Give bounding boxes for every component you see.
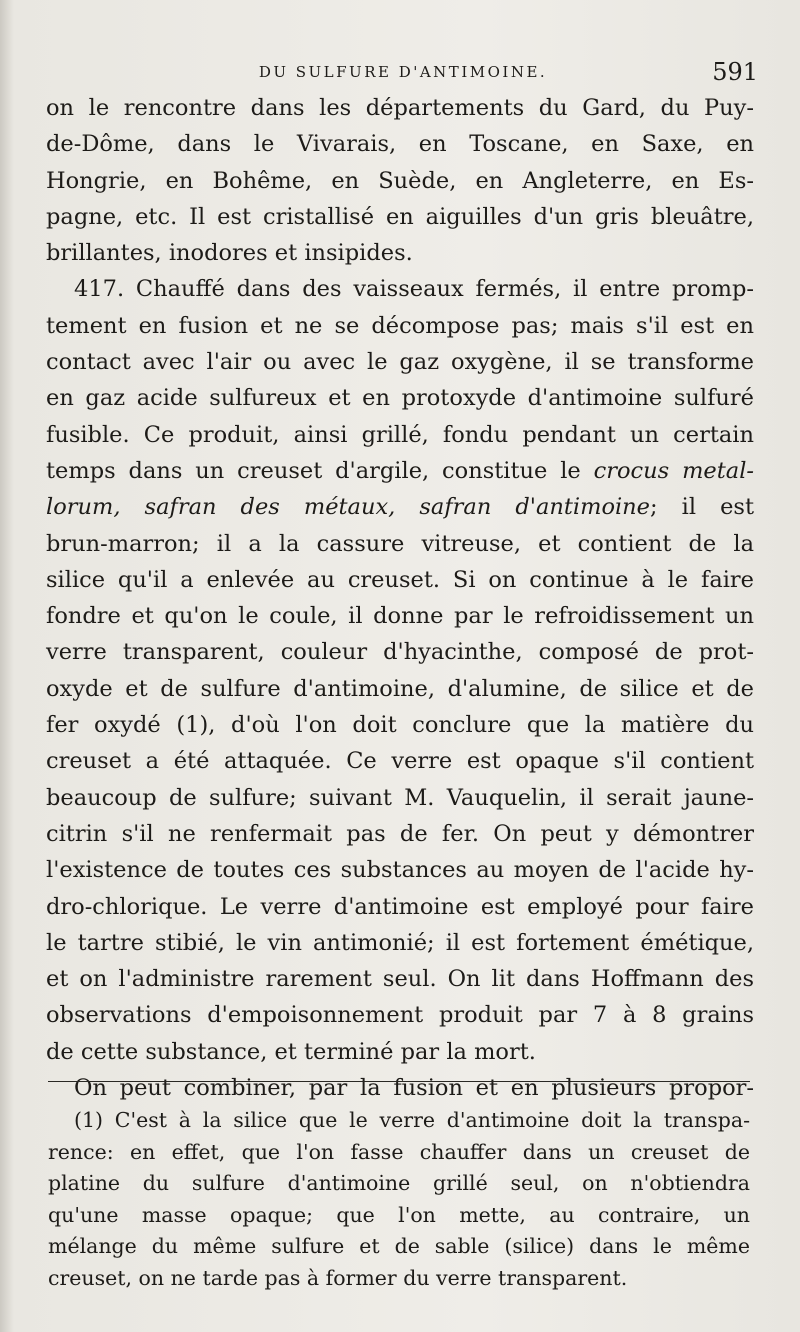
text-line: observations d'empoisonnement produit par 7 à 8 grains (46, 1002, 754, 1029)
text-line: l'existence de toutes ces substances au moyen de l'acide hy- (46, 857, 754, 884)
text-line: on le rencontre dans les départements du Gard, du Puy- (46, 95, 754, 121)
text-line: et on l'administre rarement seul. On lit dans Hoffmann des (46, 966, 754, 993)
text-line: beaucoup de sulfure; suivant M. Vauquelin, il serait jaune- (46, 784, 754, 811)
paragraph-417-start: 417. Chauffé dans des vaisseaux fermés, il entre promp- (74, 276, 754, 303)
text-line: de-Dôme, dans le Vivarais, en Toscane, en Saxe, en (46, 131, 754, 158)
italic-term: crocus metal- (593, 457, 754, 484)
text-line: verre transparent, couleur d'hyacinthe, composé de prot- (46, 639, 754, 666)
text-line: pagne, etc. Il est cristallisé en aiguilles d'un gris bleuâtre, (46, 203, 754, 230)
text-line: silice qu'il a enlevée au creuset. Si on continue à le faire (46, 566, 754, 593)
running-title: DU SULFURE D'ANTIMOINE. (258, 63, 548, 81)
text-line: oxyde et de sulfure d'antimoine, d'alumine, de silice et de (46, 675, 754, 702)
italic-term: lorum, safran des métaux, safran d'antimoine (46, 494, 650, 521)
text-line: creuset a été attaquée. Ce verre est opaque s'il contient (46, 748, 754, 775)
page-number: 591 (712, 58, 758, 86)
text-line: de cette substance, et terminé par la mort. (46, 1038, 536, 1065)
text-line: en gaz acide sulfureux et en protoxyde d'antimoine sulfuré (46, 385, 754, 412)
footnote-line: (1) C'est à la silice que le verre d'antimoine doit la transpa- (74, 1108, 750, 1132)
text-line: citrin s'il ne renfermait pas de fer. On peut y démontrer (46, 820, 754, 847)
footnote-line: mélange du même sulfure et de sable (silice) dans le même (48, 1234, 750, 1258)
text-segment: ; il est (650, 494, 754, 521)
text-line: brun-marron; il a la cassure vitreuse, et contient de la (46, 530, 754, 557)
text-segment: temps dans un creuset d'argile, constitue le (46, 457, 594, 484)
body-text (46, 90, 754, 1106)
text-line: fondre et qu'on le coule, il donne par le refroidissement un (46, 603, 754, 630)
footnote-rule (48, 1081, 750, 1082)
text-line: tement en fusion et ne se décompose pas; mais s'il est en (46, 312, 754, 339)
text-line: Hongrie, en Bohême, en Suède, en Angleterre, en Es- (46, 167, 754, 194)
text-line: brillantes, inodores et insipides. (46, 240, 413, 267)
footnote-line: platine du sulfure d'antimoine grillé seul, on n'obtiendra (48, 1171, 750, 1195)
footnote-line: rence: en effet, que l'on fasse chauffer dans un creuset de (48, 1139, 750, 1164)
page-header (48, 58, 758, 88)
text-line: fusible. Ce produit, ainsi grillé, fondu pendant un certain (46, 421, 754, 448)
text-line: le tartre stibié, le vin antimonié; il est fortement émétique, (46, 929, 754, 956)
text-line (46, 489, 754, 525)
footnote-line: creuset, on ne tarde pas à former du verre transparent. (48, 1265, 628, 1290)
text-line: fer oxydé (1), d'où l'on doit conclure que la matière du (46, 712, 754, 739)
text-line: dro-chlorique. Le verre d'antimoine est employé pour faire (46, 893, 754, 920)
footnote (48, 1105, 750, 1294)
text-line: contact avec l'air ou avec le gaz oxygène, il se transforme (46, 349, 754, 376)
footnote-line: qu'une masse opaque; que l'on mette, au contraire, un (48, 1202, 750, 1227)
paragraph-start: On peut combiner, par la fusion et en plusieurs propor- (74, 1075, 754, 1102)
text-line (46, 453, 754, 489)
